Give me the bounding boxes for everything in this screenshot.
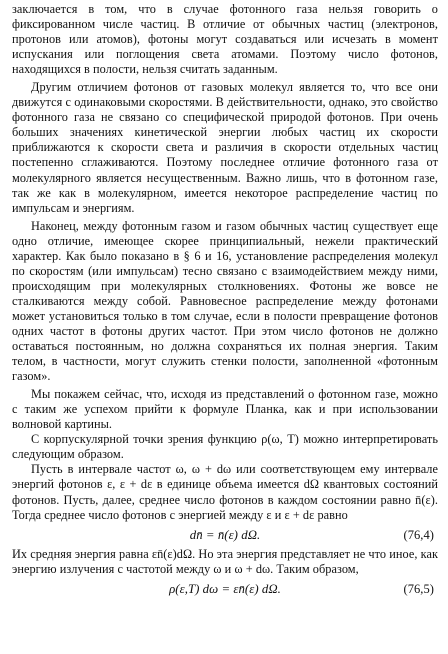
- equation-76-4-body: dn̄ = n̄(ε) dΩ.: [189, 527, 261, 542]
- paragraph-1: заключается в том, что в случае фотонного газа нельзя говорить о фиксированном числе частиц. В отличие от обычных частиц (электронов, протонов или атомов), фотоны могут создаваться или исчезать в момент испускания или поглощения света атомами. Поэтому число фотонов, находящихся в полости, нельзя считать заданным.: [12, 2, 438, 77]
- equation-76-5-number: (76,5): [403, 581, 434, 596]
- paragraph-5: С корпускулярной точки зрения функцию ρ(ω, T) можно интерпретировать следующим образом.: [12, 432, 438, 462]
- paragraph-4: Мы покажем сейчас, что, исходя из представлений о фотонном газе, можно с таким же успехом прийти к формуле Планка, как и при использовании волновой картины.: [12, 387, 438, 432]
- equation-76-4-number: (76,4): [403, 527, 434, 542]
- equation-76-5: [12, 578, 438, 600]
- equation-76-5-body: ρ(ε,T) dω = εn̄(ε) dΩ.: [169, 581, 281, 596]
- paragraph-7: Их средняя энергия равна εn̄(ε)dΩ. Но эта энергия представляет не что иное, как энергию излучения с частотой между ω и ω + dω. Таким образом,: [12, 546, 438, 576]
- equation-76-4: [12, 524, 438, 546]
- paragraph-2: Другим отличием фотонов от газовых молекул является то, что все они движутся с одинаковыми скоростями. В действительности, однако, это свойство фотонного газа не связано со специфической природой фотонов. При очень больших значениях кинетической энергии любых частиц их скорости приближаются к скорости света и различия в скорости отдельных частиц постепенно сглаживаются. Поэтому последнее отличие фотонного газа от молекулярного является несущественным. Важно лишь, что в фотонном газе, так же как в молекулярном, имеется некоторое распределение частиц по импульсам и энергиям.: [12, 80, 438, 215]
- paragraph-3: Наконец, между фотонным газом и газом обычных частиц существует еще одно отличие, имеющее скорее принципиальный, нежели практический характер. Как было показано в § 6 и 16, установление распределения молекул по скоростям (или импульсам) тесно связано с взаимодействием между ними, происходящим при молекулярных столкновениях. Фотоны же вовсе не сталкиваются между собой. Равновесное распределение между фотонами может установиться только в том случае, если в полости превращение фотонов одних частот в фотоны других частот. При этом число фотонов не должно оставаться постоянным, но должна сохраняться их полная энергия. Таким телом, в частности, могут служить стенки полости, заполненной «фотонным газом».: [12, 218, 438, 384]
- paragraph-6: Пусть в интервале частот ω, ω + dω или соответствующем ему интервале энергий фотонов ε, ε + dε в единице объема имеется dΩ квантовых состояний фотонов. Пусть, далее, среднее число фотонов в каждом состоянии равно n̄(ε). Тогда среднее число фотонов с энергией между ε и ε + dε равно: [12, 462, 438, 522]
